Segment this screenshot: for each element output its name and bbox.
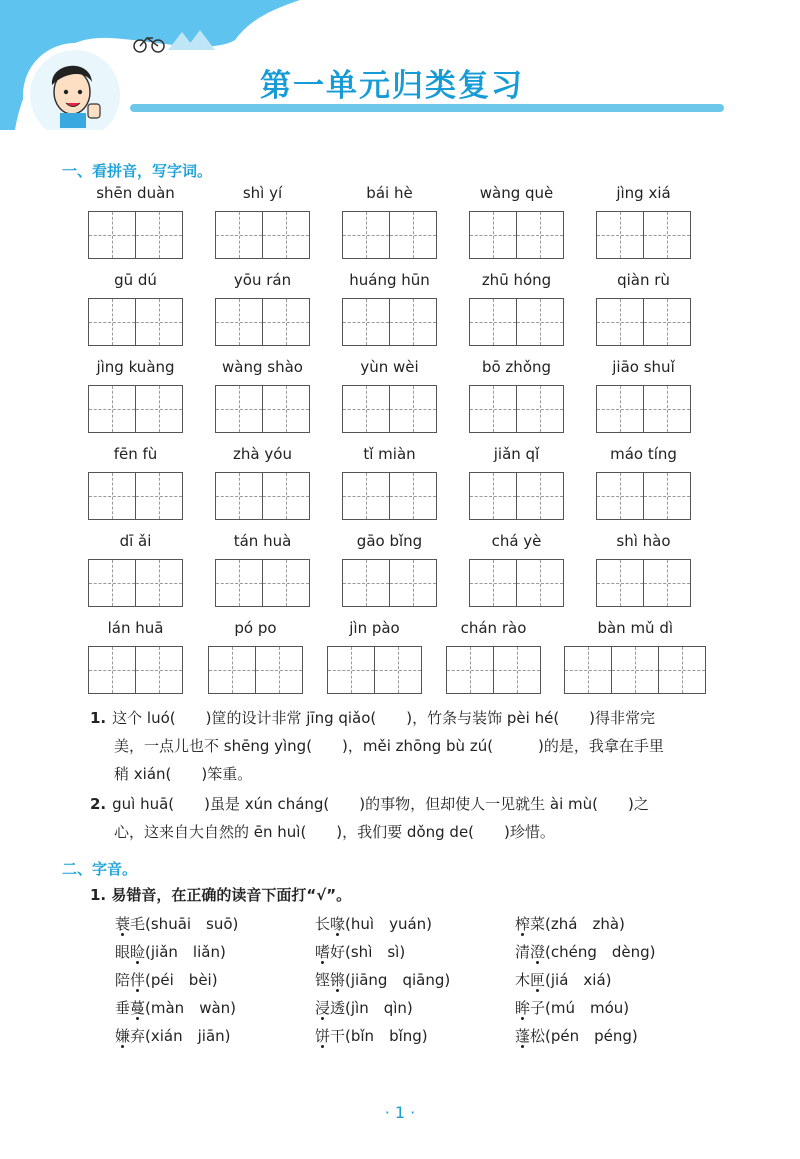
- char-dotted: 锵: [330, 971, 346, 989]
- writing-boxes: [215, 211, 310, 259]
- writing-box-input[interactable]: [390, 212, 436, 258]
- writing-box-input[interactable]: [89, 212, 136, 258]
- pinyin-label: wàng shào: [222, 358, 303, 376]
- pinyin-label: gāo bǐng: [356, 532, 423, 550]
- question-text: 稍 xián( )笨重。: [114, 765, 253, 783]
- pinyin-label: jiāo shuǐ: [612, 358, 675, 376]
- char-readings: 透(jìn qìn): [330, 999, 413, 1017]
- writing-box-input[interactable]: [343, 386, 390, 432]
- pinyin-label: qiàn rù: [617, 271, 670, 289]
- char-dotted: 嫌: [115, 1027, 131, 1045]
- writing-box-input[interactable]: [517, 299, 563, 345]
- pinyin-label: tǐ miàn: [363, 445, 416, 463]
- page-title: 第一单元归类复习: [260, 68, 524, 104]
- writing-boxes: [327, 646, 422, 694]
- question-text: 美，一点儿也不 shēng yìng( )，měi zhōng bù zú( )的是，我拿在手里: [114, 737, 664, 755]
- pinyin-label: jìng xiá: [616, 184, 671, 202]
- char-row: [115, 966, 735, 994]
- writing-box-input[interactable]: [216, 299, 263, 345]
- writing-boxes: [342, 211, 437, 259]
- pinyin-label: zhà yóu: [233, 445, 292, 463]
- writing-box-input[interactable]: [597, 299, 644, 345]
- writing-boxes: [469, 211, 564, 259]
- char-readings: 菜(zhá zhà): [530, 915, 625, 933]
- pinyin-label: gū dú: [114, 271, 157, 289]
- writing-box-input[interactable]: [263, 212, 309, 258]
- char-dotted: 伴: [130, 971, 146, 989]
- writing-boxes: [596, 559, 691, 607]
- char-item[interactable]: [515, 938, 715, 966]
- writing-box-input[interactable]: [375, 647, 421, 693]
- pinyin-label: bō zhǒng: [481, 358, 552, 376]
- writing-boxes: [596, 298, 691, 346]
- question-text: 这个 luó( )筐的设计非常 jīng qiǎo( )，竹条与装饰 pèi hé( )得非常完: [112, 709, 656, 727]
- char-item[interactable]: [315, 1022, 515, 1050]
- writing-box-input[interactable]: [470, 386, 517, 432]
- char-readings: 子(mú móu): [530, 999, 630, 1017]
- char-item[interactable]: [515, 966, 715, 994]
- writing-box-input[interactable]: [390, 473, 436, 519]
- writing-boxes: [446, 646, 541, 694]
- char-item[interactable]: [315, 910, 515, 938]
- pinyin-label: shì hào: [616, 532, 671, 550]
- section-2-label: 二、字音。: [62, 860, 138, 878]
- question-number: 1.: [90, 709, 107, 727]
- char-item[interactable]: [515, 1022, 715, 1050]
- writing-boxes: [88, 385, 183, 433]
- char-item[interactable]: [115, 966, 315, 994]
- char-dotted: 嗜: [315, 943, 331, 961]
- writing-boxes: [215, 298, 310, 346]
- writing-boxes: [208, 646, 303, 694]
- writing-box-input[interactable]: [517, 560, 563, 606]
- writing-box-input[interactable]: [89, 473, 136, 519]
- pinyin-label: bàn mǔ dì: [597, 619, 674, 637]
- question-number: 2.: [90, 795, 107, 813]
- writing-box-input[interactable]: [644, 473, 690, 519]
- writing-boxes: [88, 472, 183, 520]
- writing-box-input[interactable]: [597, 386, 644, 432]
- bicycle-icon: [134, 38, 164, 52]
- char-prefix: 长: [315, 915, 331, 933]
- char-item[interactable]: [315, 938, 515, 966]
- writing-box-input[interactable]: [565, 647, 612, 693]
- writing-box-input[interactable]: [263, 560, 309, 606]
- writing-box-input[interactable]: [343, 473, 390, 519]
- char-dotted: 眸: [515, 999, 531, 1017]
- pinyin-label: yùn wèi: [360, 358, 419, 376]
- char-row: [115, 938, 735, 966]
- pinyin-label: lán huā: [107, 619, 164, 637]
- pinyin-label: pó po: [234, 619, 277, 637]
- writing-boxes: [342, 559, 437, 607]
- writing-box-input[interactable]: [216, 560, 263, 606]
- char-dotted: 喙: [330, 915, 346, 933]
- char-item[interactable]: [515, 994, 715, 1022]
- pinyin-label: dī ǎi: [119, 532, 152, 550]
- pinyin-label: tán huà: [233, 532, 292, 550]
- writing-box-input[interactable]: [597, 560, 644, 606]
- char-readings: (huì yuán): [345, 915, 432, 933]
- title-underline: [130, 104, 724, 112]
- char-item[interactable]: [115, 938, 315, 966]
- writing-box-input[interactable]: [343, 560, 390, 606]
- writing-box-input[interactable]: [470, 299, 517, 345]
- writing-boxes: [469, 298, 564, 346]
- char-item[interactable]: [315, 966, 515, 994]
- writing-boxes: [342, 385, 437, 433]
- char-item[interactable]: [115, 910, 315, 938]
- writing-box-input[interactable]: [136, 299, 182, 345]
- char-readings: (péi bèi): [145, 971, 218, 989]
- char-prefix: 垂: [115, 999, 131, 1017]
- question-2: [90, 790, 740, 846]
- writing-box-input[interactable]: [597, 212, 644, 258]
- char-dotted: 榨: [515, 915, 531, 933]
- char-dotted: 饼: [315, 1027, 331, 1045]
- char-prefix: 陪: [115, 971, 131, 989]
- writing-box-input[interactable]: [644, 212, 690, 258]
- writing-box-input[interactable]: [659, 647, 705, 693]
- char-prefix: 木: [515, 971, 531, 989]
- writing-box-input[interactable]: [89, 647, 136, 693]
- char-item[interactable]: [515, 910, 715, 938]
- writing-box-input[interactable]: [256, 647, 302, 693]
- writing-boxes: [342, 472, 437, 520]
- writing-box-input[interactable]: [470, 212, 517, 258]
- writing-box-input[interactable]: [216, 473, 263, 519]
- pinyin-label: yōu rán: [233, 271, 292, 289]
- writing-box-input[interactable]: [343, 212, 390, 258]
- char-prefix: 清: [515, 943, 531, 961]
- pinyin-label: wàng què: [479, 184, 554, 202]
- writing-box-input[interactable]: [263, 299, 309, 345]
- char-readings: 松(pén péng): [530, 1027, 638, 1045]
- char-readings: (màn wàn): [145, 999, 237, 1017]
- char-readings: (jiāng qiāng): [345, 971, 451, 989]
- writing-box-input[interactable]: [136, 473, 182, 519]
- pinyin-label: máo tíng: [610, 445, 677, 463]
- writing-box-input[interactable]: [644, 299, 690, 345]
- pinyin-label: shēn duàn: [96, 184, 175, 202]
- char-dotted: 蓑: [115, 915, 131, 933]
- char-dotted: 澄: [530, 943, 546, 961]
- writing-box-input[interactable]: [136, 386, 182, 432]
- pinyin-label: huáng hūn: [349, 271, 430, 289]
- pinyin-label: jìng kuàng: [96, 358, 175, 376]
- pinyin-label: jìn pào: [349, 619, 400, 637]
- pinyin-label: bái hè: [366, 184, 413, 202]
- writing-boxes: [215, 385, 310, 433]
- writing-box-input[interactable]: [612, 647, 659, 693]
- writing-box-input[interactable]: [470, 560, 517, 606]
- writing-box-input[interactable]: [644, 386, 690, 432]
- writing-box-input[interactable]: [263, 473, 309, 519]
- writing-box-input[interactable]: [209, 647, 256, 693]
- pinyin-label: chá yè: [491, 532, 542, 550]
- char-pronunciation-list: [115, 910, 735, 1050]
- writing-box-input[interactable]: [216, 212, 263, 258]
- char-dotted: 睑: [130, 943, 146, 961]
- char-item[interactable]: [115, 1022, 315, 1050]
- char-readings: 干(bǐn bǐng): [330, 1027, 428, 1045]
- char-readings: (jiǎn liǎn): [145, 943, 226, 961]
- writing-boxes: [596, 211, 691, 259]
- char-row: [115, 994, 735, 1022]
- writing-box-input[interactable]: [89, 299, 136, 345]
- char-dotted: 匣: [530, 971, 546, 989]
- writing-box-input[interactable]: [390, 299, 436, 345]
- writing-boxes: [469, 559, 564, 607]
- page-number: · 1 ·: [384, 1103, 416, 1122]
- char-prefix: 眼: [115, 943, 131, 961]
- writing-box-input[interactable]: [136, 647, 182, 693]
- char-readings: (jiá xiá): [545, 971, 612, 989]
- writing-box-input[interactable]: [517, 473, 563, 519]
- writing-boxes: [469, 472, 564, 520]
- writing-box-input[interactable]: [136, 212, 182, 258]
- writing-boxes: [215, 559, 310, 607]
- writing-box-input[interactable]: [470, 473, 517, 519]
- char-item[interactable]: [115, 994, 315, 1022]
- char-prefix: 铿: [315, 971, 331, 989]
- char-readings: 好(shì sì): [330, 943, 406, 961]
- section-1-label: 一、看拼音，写字词。: [62, 162, 213, 180]
- question-1: [90, 704, 740, 788]
- question-text: guì huā( )虽是 xún cháng( )的事物，但却使人一见就生 ài mù( )之: [112, 795, 649, 813]
- writing-box-input[interactable]: [216, 386, 263, 432]
- writing-box-input[interactable]: [328, 647, 375, 693]
- pinyin-label: chán rào: [460, 619, 527, 637]
- writing-box-input[interactable]: [263, 386, 309, 432]
- question-text: 心，这来自大自然的 ēn huì( )，我们要 dǒng de( )珍惜。: [114, 823, 555, 841]
- char-dotted: 蓬: [515, 1027, 531, 1045]
- char-readings: 弃(xián jiān): [130, 1027, 231, 1045]
- writing-boxes: [342, 298, 437, 346]
- char-readings: 毛(shuāi suō): [130, 915, 239, 933]
- writing-boxes: [215, 472, 310, 520]
- writing-box-input[interactable]: [390, 560, 436, 606]
- writing-boxes: [564, 646, 706, 694]
- writing-box-input[interactable]: [390, 386, 436, 432]
- writing-boxes: [88, 298, 183, 346]
- char-row: [115, 910, 735, 938]
- pinyin-label: shì yí: [242, 184, 283, 202]
- writing-boxes: [596, 385, 691, 433]
- section-2-instruction: 1. 易错音，在正确的读音下面打“√”。: [90, 886, 352, 904]
- writing-box-input[interactable]: [494, 647, 540, 693]
- pinyin-label: jiǎn qǐ: [493, 445, 540, 463]
- writing-box-input[interactable]: [89, 386, 136, 432]
- writing-box-input[interactable]: [136, 560, 182, 606]
- writing-box-input[interactable]: [517, 212, 563, 258]
- char-row: [115, 1022, 735, 1050]
- writing-box-input[interactable]: [343, 299, 390, 345]
- writing-box-input[interactable]: [597, 473, 644, 519]
- writing-box-input[interactable]: [644, 560, 690, 606]
- pinyin-label: zhū hóng: [481, 271, 552, 289]
- char-item[interactable]: [315, 994, 515, 1022]
- writing-boxes: [596, 472, 691, 520]
- writing-boxes: [469, 385, 564, 433]
- char-dotted: 浸: [315, 999, 331, 1017]
- writing-box-input[interactable]: [517, 386, 563, 432]
- writing-box-input[interactable]: [89, 560, 136, 606]
- writing-box-input[interactable]: [447, 647, 494, 693]
- writing-boxes: [88, 559, 183, 607]
- pinyin-label: fēn fù: [113, 445, 158, 463]
- char-dotted: 蔓: [130, 999, 146, 1017]
- writing-boxes: [88, 646, 183, 694]
- writing-boxes: [88, 211, 183, 259]
- char-readings: (chéng dèng): [545, 943, 656, 961]
